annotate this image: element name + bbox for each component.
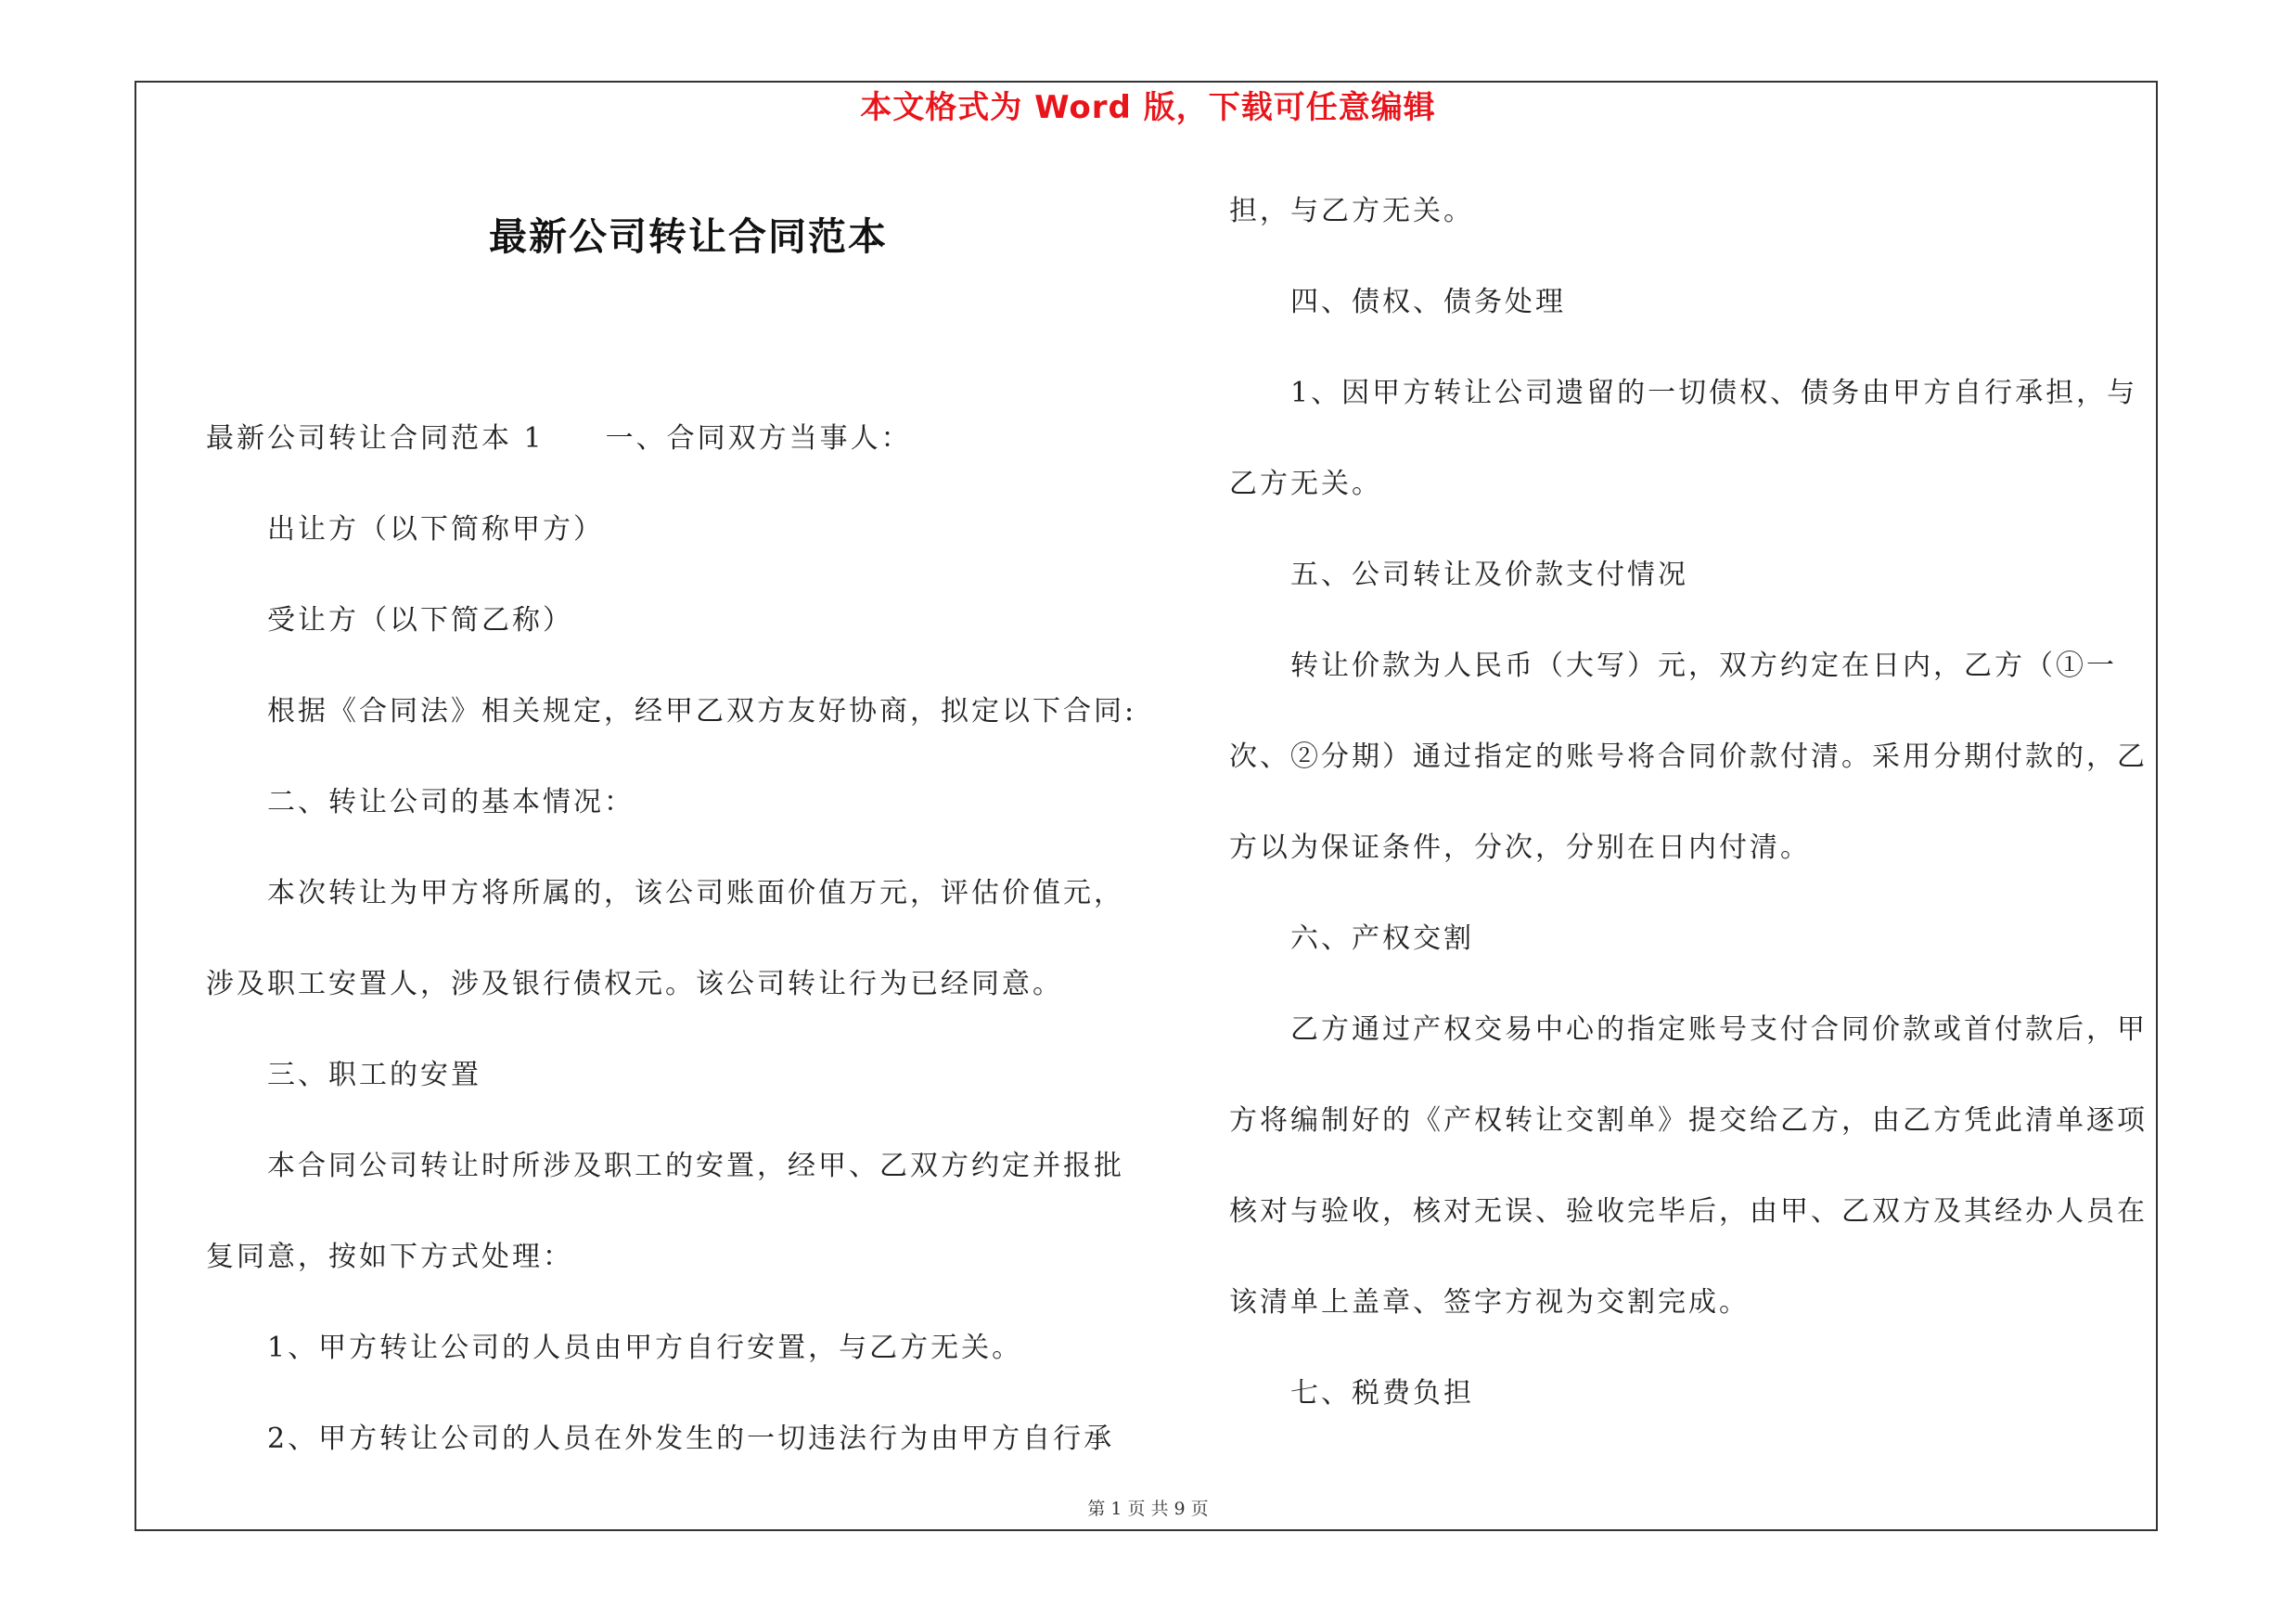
right-line-7: 次、②分期）通过指定的账号将合同价款付清。采用分期付款的，乙 [1229,741,2148,773]
right-line-8: 方以为保证条件，分次，分别在日内付清。 [1229,831,1811,864]
left-line-5: 二、转让公司的基本情况： [267,786,635,818]
right-line-12: 核对与验收，核对无误、验收完毕后，由甲、乙双方及其经办人员在 [1229,1195,2148,1228]
left-line-3: 受让方（以下简乙称） [267,604,573,637]
left-line-4: 根据《合同法》相关规定，经甲乙双方友好协商，拟定以下合同: [267,695,1137,728]
document-title: 最新公司转让合同范本 [489,214,888,259]
right-line-11: 方将编制好的《产权转让交割单》提交给乙方，由乙方凭此清单逐项 [1229,1104,2148,1137]
page-number-footer: 第 1 页 共 9 页 [1087,1499,1209,1519]
left-line-11: 1、甲方转让公司的人员由甲方自行安置，与乙方无关。 [267,1332,1023,1364]
right-line-1: 担，与乙方无关。 [1229,195,1474,227]
right-line-14: 七、税费负担 [1290,1377,1474,1410]
left-line-10: 复同意，按如下方式处理： [206,1241,573,1273]
left-line-1: 最新公司转让合同范本 1 一、合同双方当事人： [206,422,912,455]
left-line-7: 涉及职工安置人，涉及银行债权元。该公司转让行为已经同意。 [206,968,1063,1000]
word-format-banner: 本文格式为 Word 版，下载可任意编辑 [860,89,1436,126]
right-line-6: 转让价款为人民币（大写）元，双方约定在日内，乙方（①一 [1290,650,2117,682]
right-line-5: 五、公司转让及价款支付情况 [1290,559,1688,591]
right-line-13: 该清单上盖章、签字方视为交割完成。 [1229,1286,1750,1319]
left-line-9: 本合同公司转让时所涉及职工的安置，经甲、乙双方约定并报批 [267,1150,1124,1182]
left-line-2: 出让方（以下简称甲方） [267,513,604,546]
right-line-10: 乙方通过产权交易中心的指定账号支付合同价款或首付款后，甲 [1290,1013,2148,1046]
left-line-6: 本次转让为甲方将所属的，该公司账面价值万元，评估价值元， [267,877,1124,909]
right-line-3: 1、因甲方转让公司遗留的一切债权、债务由甲方自行承担，与 [1290,377,2138,409]
right-line-9: 六、产权交割 [1290,922,1474,955]
left-line-12: 2、甲方转让公司的人员在外发生的一切违法行为由甲方自行承 [267,1423,1115,1455]
left-line-8: 三、职工的安置 [267,1059,481,1091]
right-line-2: 四、债权、债务处理 [1290,286,1566,318]
right-line-4: 乙方无关。 [1229,468,1382,500]
